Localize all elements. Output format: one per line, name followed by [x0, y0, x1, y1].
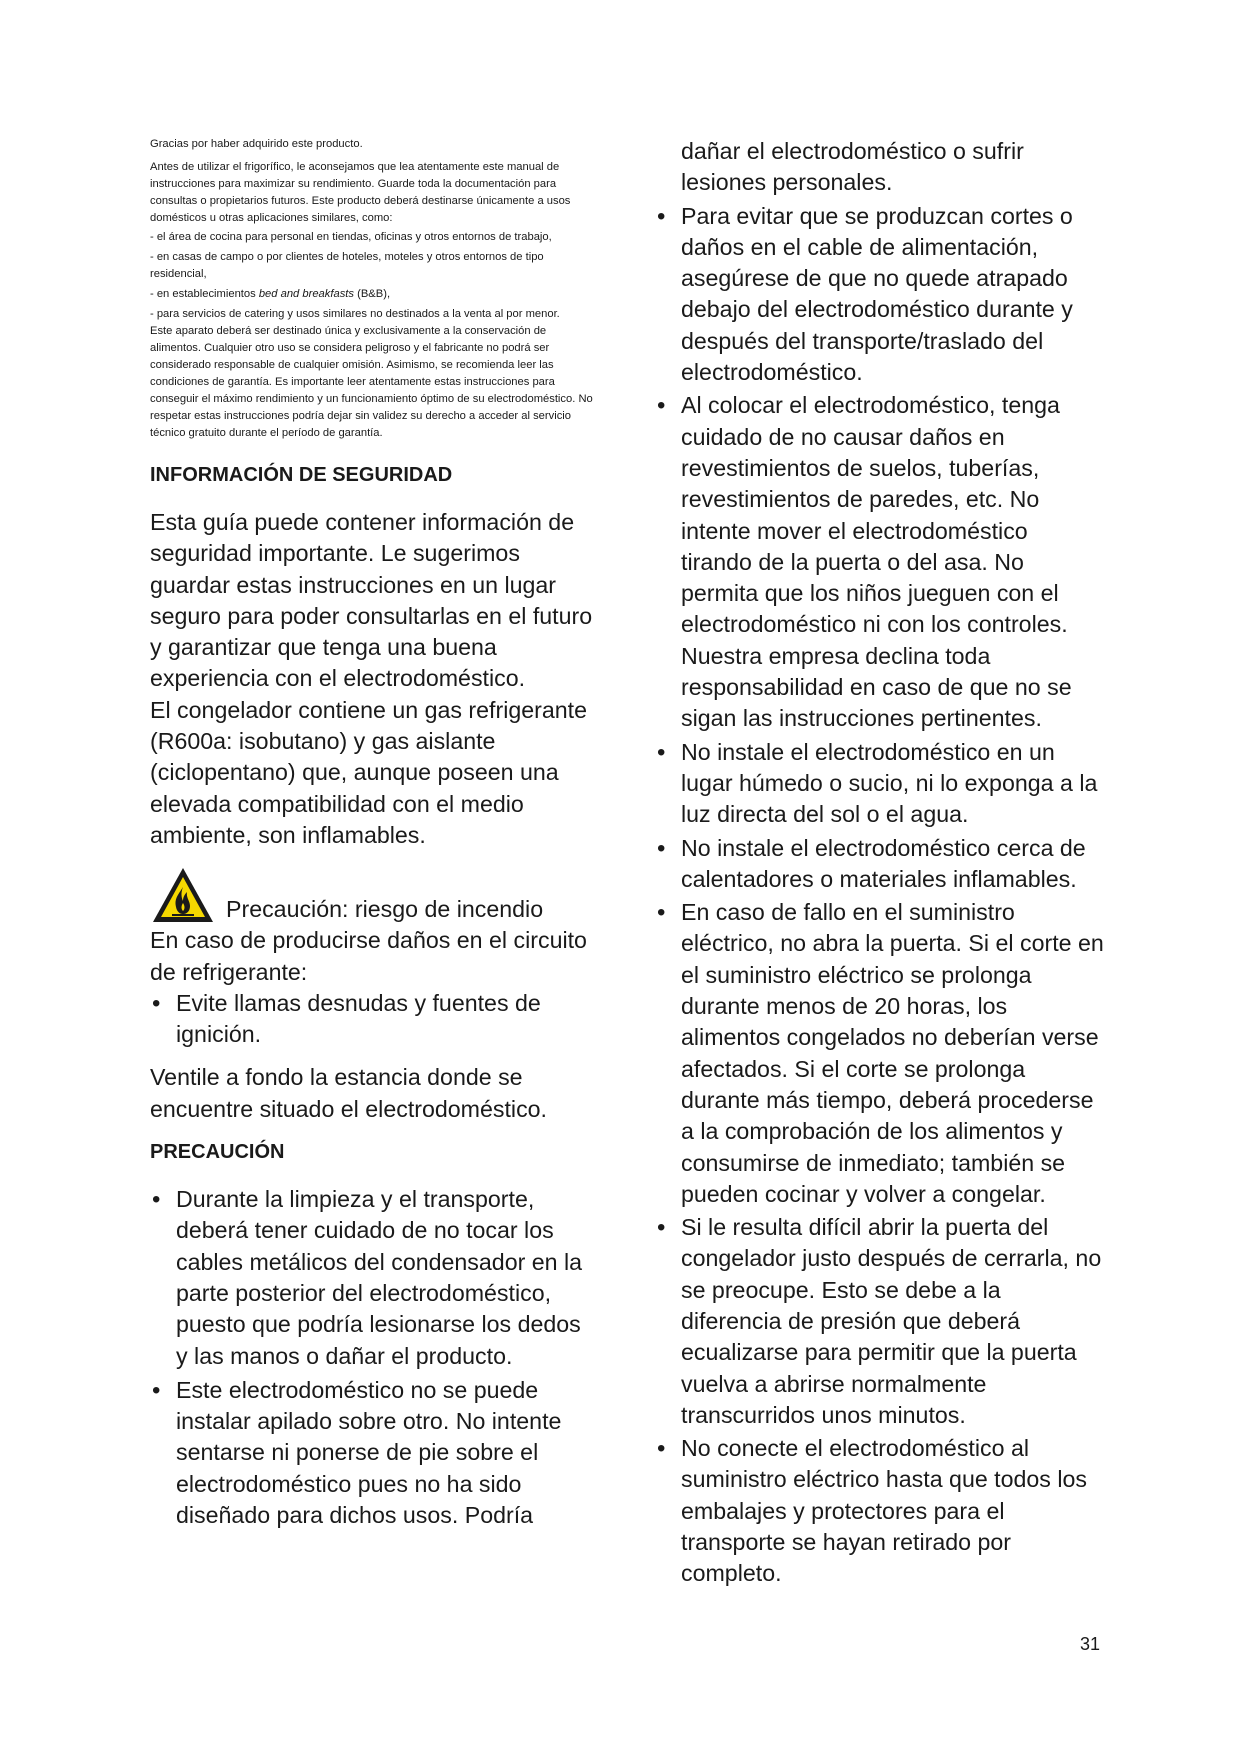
intro-item-3-italic: bed and breakfasts: [258, 288, 354, 300]
intro-thanks: Gracias por haber adquirido este producto.: [150, 138, 363, 150]
circuit-damage-text: En caso de producirse daños en el circuito de refrigerante:: [150, 927, 587, 985]
fire-caution-label: Precaución: riesgo de incendio: [226, 895, 544, 922]
fire-caution-row: [150, 865, 595, 925]
list-item: • En caso de fallo en el suministro eléctrico, no abra la puerta. Si el corte en el suministro eléctrico se prolonga durante menos de 20 horas, los alimentos congelados no deberían verse afectados. Si el corte se prolonga durante más tiempo, deberá procederse a la comprobación de los alimentos y consumirse de inmediato; también se pueden cocinar y volver a congelar.: [655, 897, 1105, 1210]
ventilate-text: Ventile a fondo la estancia donde se encuentre situado el electrodoméstico.: [150, 1064, 547, 1122]
flames-list: [150, 988, 595, 1051]
list-item: • No instale el electrodoméstico en un lugar húmedo o sucio, ni lo exponga a la luz directa del sol o el agua.: [655, 737, 1105, 831]
list-item: • Este electrodoméstico no se puede instalar apilado sobre otro. No intente sentarse ni ponerse de pie sobre el electrodoméstico pues no ha sido diseñado para dichos usos. Podría: [150, 1375, 595, 1531]
intro-item-2: - en casas de campo o por clientes de hoteles, moteles y otros entornos de tipo residencial,: [150, 251, 544, 280]
left-column: [150, 136, 595, 1531]
list-item: • Al colocar el electrodoméstico, tenga cuidado de no causar daños en revestimientos de suelos, tuberías, revestimientos de paredes, etc. No intente mover el electrodoméstico tirando de la puerta o del asa. No permita que los niños jueguen con el electrodoméstico ni con los controles. Nuestra empresa declina toda responsabilidad en caso de que no se sigan las instrucciones pertinentes.: [655, 390, 1105, 734]
list-item: • Para evitar que se produzcan cortes o daños en el cable de alimentación, asegúrese de que no quede atrapado debajo del electrodoméstico durante y después del transporte/traslado del electrodoméstico.: [655, 201, 1105, 389]
intro-item-4: - para servicios de catering y usos similares no destinados a la venta al por menor.: [150, 308, 560, 320]
intro-item-3: [150, 286, 595, 303]
right-column: [655, 136, 1105, 1592]
list-item: • No instale el electrodoméstico cerca de calentadores o materiales inflamables.: [655, 833, 1105, 896]
continuation-text: dañar el electrodoméstico o sufrir lesiones personales.: [681, 138, 1024, 196]
intro-item-3-suffix: (B&B),: [354, 288, 391, 300]
caution-heading: PRECAUCIÓN: [150, 1141, 285, 1164]
intro-paragraph-1: Antes de utilizar el frigorífico, le aconsejamos que lea atentamente este manual de instrucciones para maximizar su rendimiento. Guarde toda la documentación para consultas o propietarios futuros. Este producto deberá destinarse únicamente a usos domésticos u otras aplicaciones similares, como:: [150, 161, 571, 224]
list-item: • Durante la limpieza y el transporte, deberá tener cuidado de no tocar los cables metálicos del condensador en la parte posterior del electrodoméstico, puesto que podría lesionarse los dedos y las manos o dañar el producto.: [150, 1184, 595, 1372]
caution-list: [150, 1184, 595, 1531]
safety-heading: INFORMACIÓN DE SEGURIDAD: [150, 464, 453, 486]
right-list: [655, 201, 1105, 1590]
list-item: • Si le resulta difícil abrir la puerta del congelador justo después de cerrarla, no se preocupe. Esto se debe a la diferencia de presión que deberá ecualizarse para permitir que la puerta vuelva a abrirse normalmente transcurridos unos minutos.: [655, 1212, 1105, 1431]
safety-paragraph-2: El congelador contiene un gas refrigerante (R600a: isobutano) y gas aislante (ciclopentano) que, aunque poseen una elevada compatibilidad con el medio ambiente, son inflamables.: [150, 696, 587, 848]
list-item: • Evite llamas desnudas y fuentes de ignición.: [150, 988, 595, 1051]
flammable-warning-icon: [150, 865, 216, 925]
page-number: 31: [1079, 1634, 1100, 1654]
safety-paragraph-1: Esta guía puede contener información de seguridad importante. Le sugerimos guardar estas instrucciones en un lugar seguro para poder consultarlas en el futuro y garantizar que tenga una buena experiencia con el electrodoméstico.: [150, 509, 593, 692]
intro-paragraph-2: Este aparato deberá ser destinado única y exclusivamente a la conservación de alimentos. Cualquier otro uso se considera peligroso y el fabricante no podrá ser considerado responsable de cualquier omisión. Asimismo, se recomienda leer las condiciones de garantía. Es importante leer atentamente estas instrucciones para conseguir el máximo rendimiento y un funcionamiento óptimo de su electrodoméstico. No respetar estas instrucciones podría dejar sin validez su derecho a acceder al servicio técnico gratuito durante el período de garantía.: [150, 325, 593, 439]
intro-item-1: - el área de cocina para personal en tiendas, oficinas y otros entornos de trabajo,: [150, 231, 552, 243]
list-item: • No conecte el electrodoméstico al suministro eléctrico hasta que todos los embalajes y protectores para el transporte se hayan retirado por completo.: [655, 1433, 1105, 1589]
intro-item-3-prefix: - en establecimientos: [150, 288, 259, 300]
